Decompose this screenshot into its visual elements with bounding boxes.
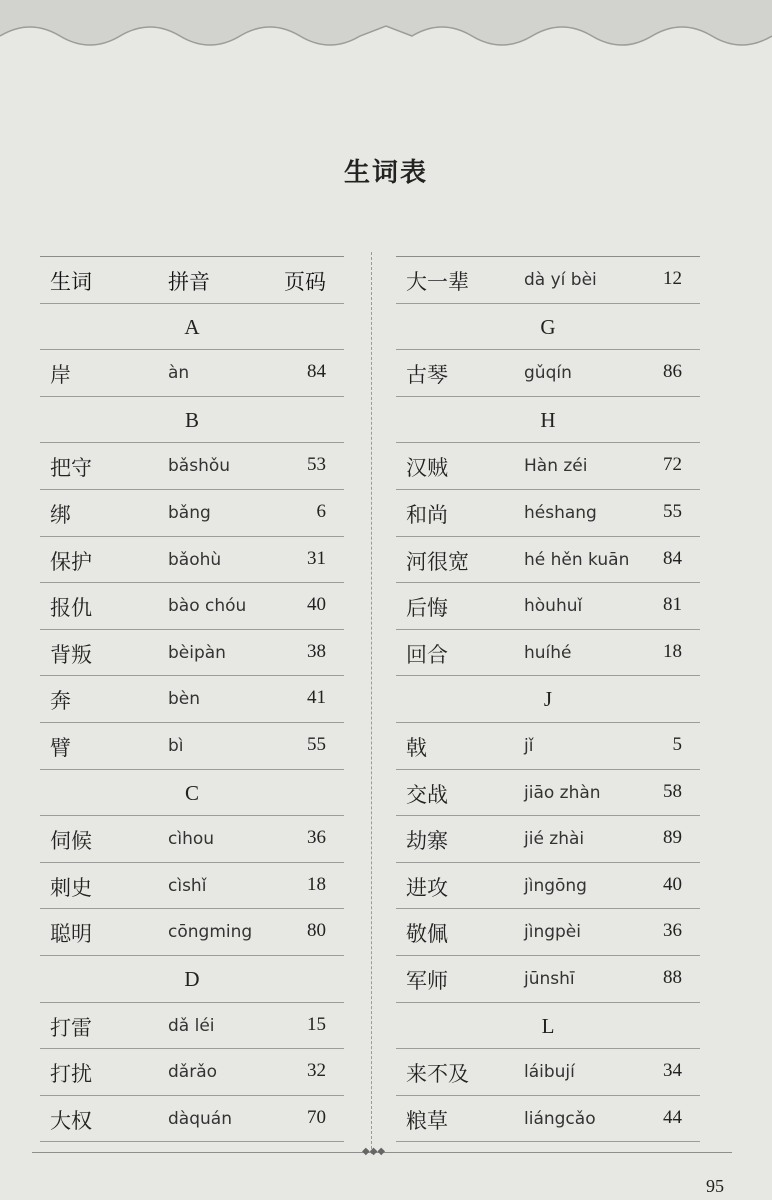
table-row (396, 583, 700, 630)
page-ref: 81 (663, 594, 682, 616)
table-row (396, 1096, 700, 1143)
page-ref: 88 (663, 966, 682, 988)
page-ref: 55 (663, 500, 682, 522)
word: 后悔 (406, 596, 448, 621)
word: 打雷 (50, 1015, 92, 1040)
section-letter: L (396, 1003, 700, 1050)
pinyin: bǎshǒu (168, 456, 231, 477)
page-ref: 84 (663, 547, 682, 569)
table-row (396, 490, 700, 537)
word: 绑 (50, 502, 71, 527)
page-ref: 38 (307, 640, 326, 662)
pinyin: jié zhài (524, 829, 585, 850)
page-ref: 86 (663, 361, 682, 383)
word: 打扰 (50, 1062, 92, 1087)
page-ref: 58 (663, 780, 682, 802)
table-row (40, 443, 344, 490)
table-row (396, 537, 700, 584)
table-row (396, 723, 700, 770)
section-letter: G (396, 304, 700, 351)
page-ref: 32 (307, 1060, 326, 1082)
page-ref: 70 (307, 1106, 326, 1128)
word: 汉贼 (406, 456, 448, 481)
word: 军师 (406, 968, 448, 993)
page-ref: 5 (672, 733, 682, 755)
table-row (40, 630, 344, 677)
page-ref: 89 (663, 827, 682, 849)
page-ref: 12 (663, 268, 682, 289)
page-ref: 15 (307, 1013, 326, 1035)
word: 戟 (406, 735, 427, 760)
table-row (40, 490, 344, 537)
page-ref: 72 (663, 454, 682, 476)
word: 河很宽 (406, 549, 469, 574)
table-row (40, 583, 344, 630)
pinyin: bèipàn (168, 642, 226, 663)
page-ref: 18 (663, 640, 682, 662)
page-ref: 31 (307, 547, 326, 569)
table-row (40, 723, 344, 770)
table-row (40, 1049, 344, 1096)
table-row (396, 350, 700, 397)
pinyin: jìngōng (524, 875, 587, 896)
table-row (396, 770, 700, 817)
table-row (396, 630, 700, 677)
pinyin: láibují (524, 1062, 575, 1083)
pinyin: héshang (524, 502, 597, 523)
pinyin: bèn (168, 689, 201, 710)
word: 聪明 (50, 922, 92, 947)
word: 来不及 (406, 1062, 469, 1087)
section-letter: A (40, 304, 344, 351)
page-ref: 18 (307, 873, 326, 895)
table-row (40, 676, 344, 723)
section-letter: C (40, 770, 344, 817)
pinyin: jìngpèi (524, 922, 581, 943)
page-ref: 44 (663, 1106, 682, 1128)
section-letter: B (40, 397, 344, 444)
table-row (40, 863, 344, 910)
word: 把守 (50, 456, 92, 481)
table-row (40, 537, 344, 584)
word: 进攻 (406, 875, 448, 900)
word: 劫寨 (406, 829, 448, 854)
page-ref: 40 (663, 873, 682, 895)
page-ref: 53 (307, 454, 326, 476)
table-row (396, 816, 700, 863)
pinyin: dǎ léi (168, 1015, 215, 1036)
word: 和尚 (406, 502, 448, 527)
table-row (396, 909, 700, 956)
footer-ornament-icon: ◆◆◆ (362, 1146, 386, 1157)
section-letter: H (396, 397, 700, 444)
pinyin: cìshǐ (168, 875, 207, 896)
page-ref: 41 (307, 687, 326, 709)
page-ref: 55 (307, 733, 326, 755)
vocab-table-right (396, 256, 700, 1142)
word: 刺史 (50, 875, 92, 900)
pinyin: gǔqín (524, 363, 572, 384)
pinyin: àn (168, 363, 190, 384)
pinyin: bào chóu (168, 596, 247, 617)
pinyin: dàquán (168, 1108, 232, 1129)
header-pinyin: 拼音 (168, 270, 210, 294)
column-divider (371, 252, 372, 1154)
page-ref: 36 (307, 827, 326, 849)
pinyin: liángcǎo (524, 1108, 596, 1129)
word: 奔 (50, 689, 71, 714)
word: 大一辈 (406, 270, 469, 294)
word: 古琴 (406, 363, 448, 388)
pinyin: huíhé (524, 642, 572, 663)
word: 保护 (50, 549, 92, 574)
table-row (396, 956, 700, 1003)
table-row (40, 1003, 344, 1050)
pinyin: dǎrǎo (168, 1062, 218, 1083)
table-row (396, 443, 700, 490)
page-ref: 34 (663, 1060, 682, 1082)
pinyin: Hàn zéi (524, 456, 588, 477)
table-row (40, 350, 344, 397)
page-number: 95 (706, 1176, 724, 1196)
word: 敬佩 (406, 922, 448, 947)
pinyin: cìhou (168, 829, 215, 850)
pinyin: jūnshī (524, 968, 575, 989)
page-ref: 84 (307, 361, 326, 383)
pinyin: jǐ (524, 735, 534, 756)
table-row (40, 816, 344, 863)
word: 交战 (406, 782, 448, 807)
section-letter: D (40, 956, 344, 1003)
pinyin: jiāo zhàn (524, 782, 601, 803)
word: 岸 (50, 363, 71, 388)
word: 回合 (406, 642, 448, 667)
pinyin: dà yí bèi (524, 270, 597, 290)
page-ref: 6 (316, 500, 326, 522)
pinyin: hòuhuǐ (524, 596, 583, 617)
word: 伺候 (50, 829, 92, 854)
pinyin: cōngming (168, 922, 253, 943)
header-word: 生词 (50, 270, 92, 294)
header-page: 页码 (284, 270, 326, 294)
vocab-table-left (40, 256, 344, 1142)
table-row (396, 863, 700, 910)
page-ref: 36 (663, 920, 682, 942)
pinyin: bǎohù (168, 549, 222, 570)
pinyin: bǎng (168, 502, 211, 523)
word: 臂 (50, 735, 71, 760)
page-title: 生词表 (343, 158, 428, 188)
pinyin: bì (168, 735, 184, 756)
table-header (40, 257, 344, 304)
word: 报仇 (50, 596, 92, 621)
section-letter: J (396, 676, 700, 723)
word: 大权 (50, 1108, 92, 1133)
page-ref: 80 (307, 920, 326, 942)
word: 粮草 (406, 1108, 448, 1133)
pinyin: hé hěn kuān (524, 549, 630, 570)
table-row (396, 1049, 700, 1096)
word: 背叛 (50, 642, 92, 667)
table-row (40, 1096, 344, 1143)
page-ref: 40 (307, 594, 326, 616)
decorative-top-border (0, 0, 772, 58)
table-row (40, 909, 344, 956)
table-row (396, 257, 700, 304)
